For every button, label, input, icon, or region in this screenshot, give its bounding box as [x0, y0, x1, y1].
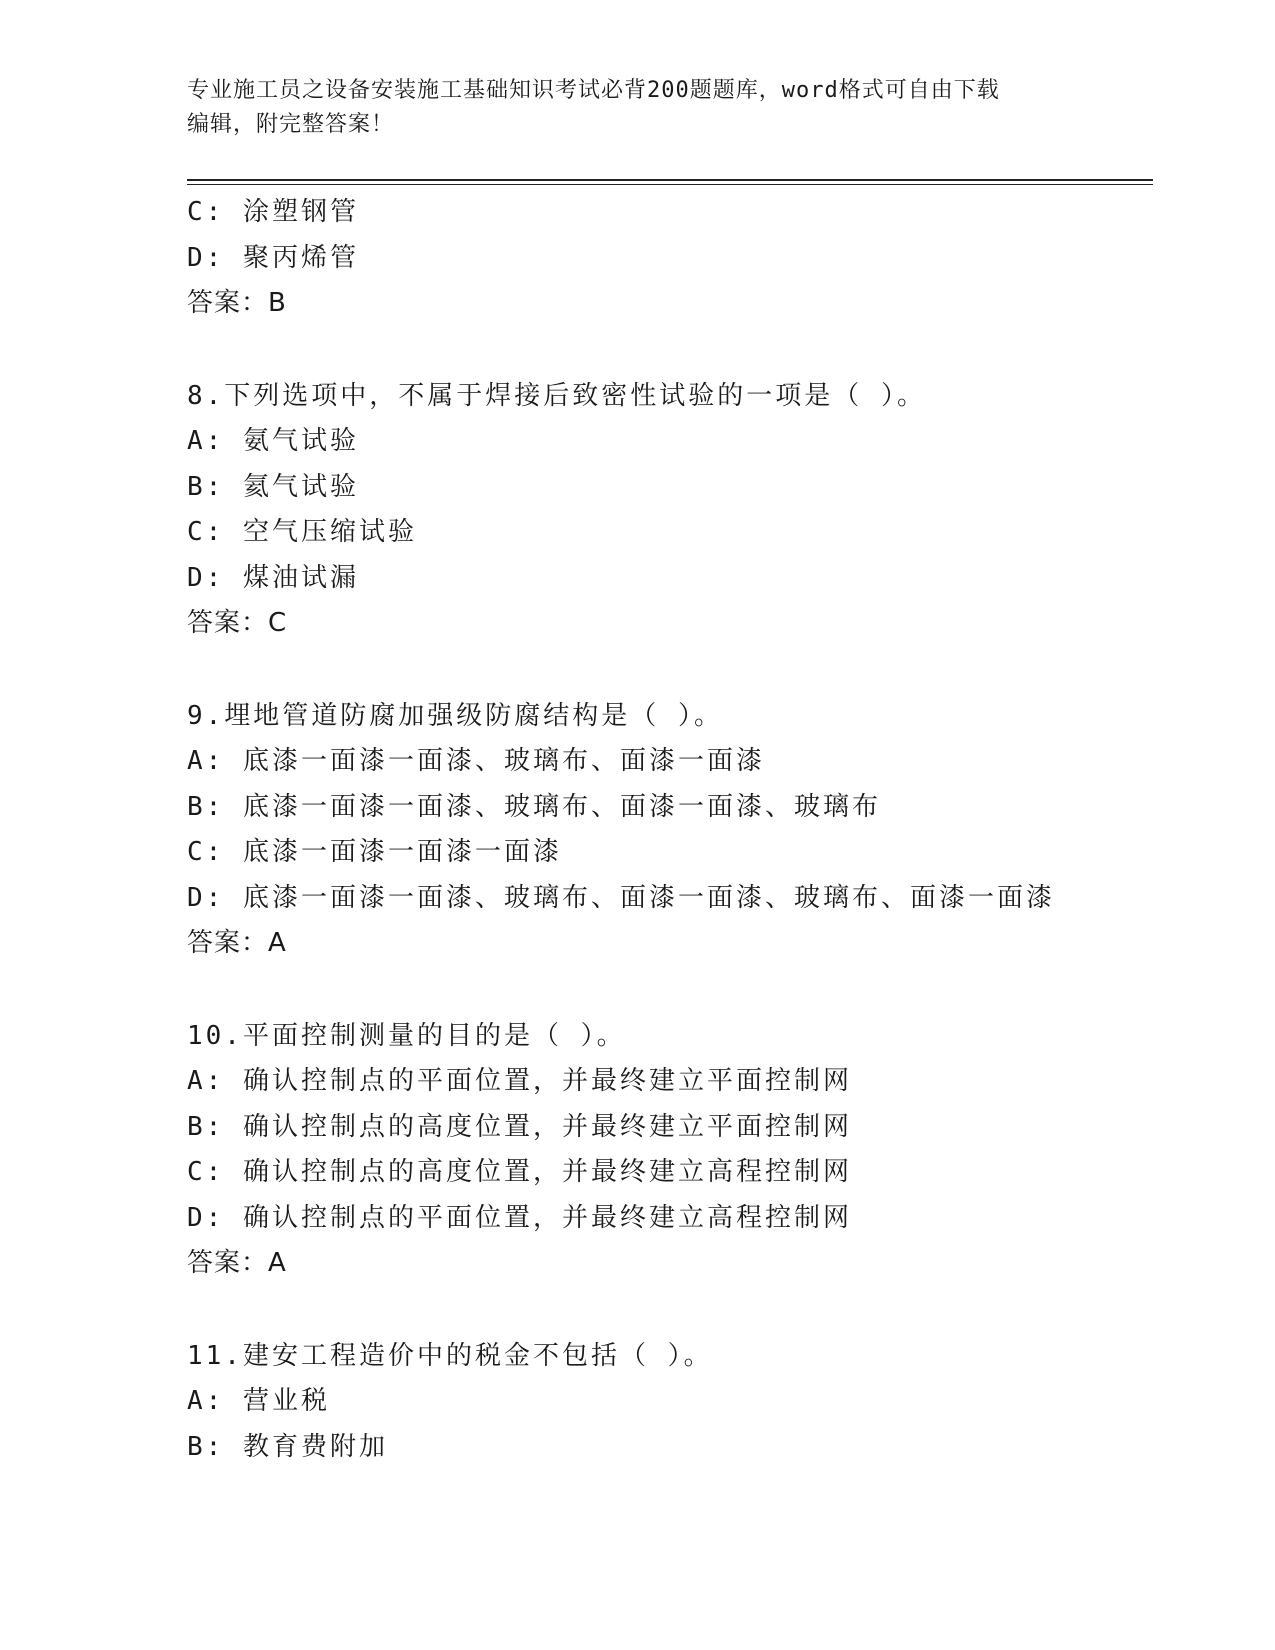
option-c: C: 确认控制点的高度位置，并最终建立高程控制网	[187, 1157, 852, 1187]
option-d: D: 确认控制点的平面位置，并最终建立高程控制网	[187, 1202, 852, 1233]
option-a: A: 氨气试验	[187, 426, 359, 456]
answer-line: 答案：A	[187, 928, 287, 958]
option-b: B: 确认控制点的高度位置，并最终建立平面控制网	[187, 1111, 852, 1142]
header-divider-thick	[187, 179, 1153, 181]
question-text: 11.建安工程造价中的税金不包括（ ）。	[187, 1340, 713, 1371]
answer-line: 答案：A	[187, 1248, 287, 1278]
document-header	[187, 74, 1067, 142]
answer-line: 答案：B	[187, 288, 287, 318]
option-b: B: 教育费附加	[187, 1431, 388, 1462]
spacer	[187, 327, 1187, 374]
option-d: D: 煤油试漏	[187, 562, 359, 593]
option-a: A: 底漆一面漆一面漆、玻璃布、面漆一面漆	[187, 746, 765, 776]
option-c: C: 涂塑钢管	[187, 197, 359, 227]
spacer	[187, 1287, 1187, 1334]
option-a: A: 营业税	[187, 1386, 330, 1416]
option-c: C: 底漆一面漆一面漆一面漆	[187, 837, 562, 867]
spacer	[187, 967, 1187, 1014]
option-a: A: 确认控制点的平面位置，并最终建立平面控制网	[187, 1066, 852, 1096]
question-list	[187, 190, 1187, 1470]
question-block-9	[187, 694, 1187, 967]
header-title-line-2: 编辑，附完整答案！	[187, 112, 395, 137]
question-block-8	[187, 374, 1187, 647]
option-c: C: 空气压缩试验	[187, 517, 417, 547]
spacer	[187, 647, 1187, 694]
question-text: 8.下列选项中，不属于焊接后致密性试验的一项是（ ）。	[187, 380, 926, 411]
question-block-11	[187, 1334, 1187, 1471]
option-d: D: 底漆一面漆一面漆、玻璃布、面漆一面漆、玻璃布、面漆一面漆	[187, 882, 1055, 913]
question-text: 9.埋地管道防腐加强级防腐结构是（ ）。	[187, 700, 723, 731]
option-d: D: 聚丙烯管	[187, 242, 359, 273]
question-block-10	[187, 1014, 1187, 1287]
header-divider-thin	[187, 184, 1153, 185]
answer-line: 答案：C	[187, 608, 288, 638]
header-title-line-1: 专业施工员之设备安装施工基础知识考试必背200题题库，word格式可自由下载	[187, 78, 1000, 103]
option-b: B: 底漆一面漆一面漆、玻璃布、面漆一面漆、玻璃布	[187, 791, 881, 822]
question-text: 10.平面控制测量的目的是（ ）。	[187, 1020, 626, 1051]
question-block-7-partial	[187, 190, 1187, 327]
option-b: B: 氦气试验	[187, 471, 359, 502]
